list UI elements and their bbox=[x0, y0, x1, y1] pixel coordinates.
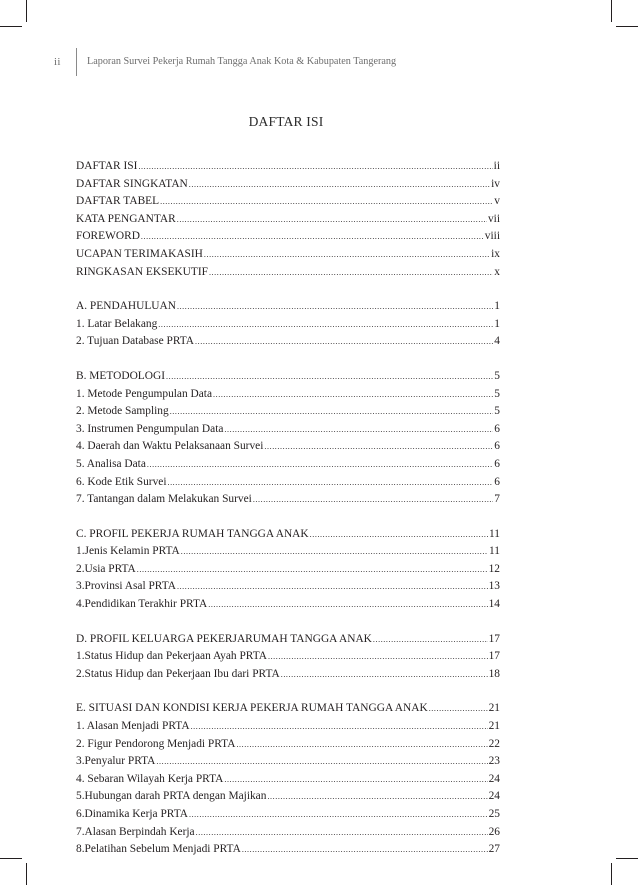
toc-entry[interactable] bbox=[76, 841, 500, 859]
dot-leader bbox=[264, 439, 493, 456]
toc-entry-page: 6 bbox=[494, 422, 500, 435]
dot-leader bbox=[177, 299, 493, 316]
toc-entry-label: 1.Status Hidup dan Pekerjaan Ayah PRTA bbox=[76, 650, 267, 663]
crop-mark bbox=[0, 858, 22, 859]
toc-entry-label: RINGKASAN EKSEKUTIF bbox=[76, 265, 208, 278]
dot-leader bbox=[170, 404, 494, 421]
toc-entry-label: 4. Daerah dan Waktu Pelaksanaan Survei bbox=[76, 440, 264, 453]
toc-entry-page: 23 bbox=[488, 755, 500, 768]
toc-entry[interactable] bbox=[76, 631, 500, 649]
toc-entry[interactable] bbox=[76, 753, 500, 771]
toc-entry-label: 8.Pelatihan Sebelum Menjadi PRTA bbox=[76, 843, 241, 856]
toc-entry[interactable] bbox=[76, 788, 500, 806]
toc-entry-label: 2. Metode Sampling bbox=[76, 405, 169, 418]
toc-entry[interactable] bbox=[76, 386, 500, 404]
toc-entry-label: 5. Analisa Data bbox=[76, 457, 146, 470]
dot-leader bbox=[158, 317, 493, 334]
crop-mark bbox=[26, 0, 27, 22]
toc-entry-page: 17 bbox=[488, 632, 500, 645]
toc-entry-page: 21 bbox=[488, 720, 500, 733]
dot-leader bbox=[224, 422, 493, 439]
toc-entry-page: 27 bbox=[488, 843, 500, 856]
running-title: Laporan Survei Pekerja Rumah Tangga Anak Kota & Kabupaten Tangerang bbox=[87, 56, 397, 67]
section-spacer bbox=[76, 281, 500, 298]
toc-entry[interactable] bbox=[76, 246, 500, 264]
toc-entry[interactable] bbox=[76, 298, 500, 316]
toc-entry-page: v bbox=[494, 195, 500, 208]
toc-entry-page: iv bbox=[491, 177, 500, 190]
toc-entry-label: 2.Usia PRTA bbox=[76, 562, 136, 575]
toc-entry[interactable] bbox=[76, 596, 500, 614]
dot-leader bbox=[191, 719, 488, 736]
toc-entry-label: C. PROFIL PEKERJA RUMAH TANGGA ANAK bbox=[76, 527, 309, 540]
toc-entry-label: 6. Kode Etik Survei bbox=[76, 475, 167, 488]
toc-entry-label: DAFTAR TABEL bbox=[76, 195, 160, 208]
dot-leader bbox=[166, 369, 493, 386]
toc-entry-label: D. PROFIL KELUARGA PEKERJARUMAH TANGGA ANAK bbox=[76, 632, 372, 645]
dot-leader bbox=[208, 597, 487, 614]
dot-leader bbox=[429, 701, 488, 718]
toc-entry-page: 6 bbox=[494, 440, 500, 453]
page-number: ii bbox=[54, 56, 61, 68]
toc-entry[interactable] bbox=[76, 736, 500, 754]
dot-leader bbox=[196, 825, 488, 842]
toc-heading: DAFTAR ISI bbox=[248, 114, 324, 129]
toc-entry[interactable] bbox=[76, 718, 500, 736]
dot-leader bbox=[189, 177, 490, 194]
toc-entry-page: 11 bbox=[489, 545, 500, 558]
crop-mark bbox=[616, 858, 638, 859]
toc-entry-page: 5 bbox=[494, 387, 500, 400]
toc-entry-page: 18 bbox=[488, 667, 500, 680]
crop-mark bbox=[616, 26, 638, 27]
toc-entry[interactable] bbox=[76, 228, 500, 246]
toc-entry[interactable] bbox=[76, 333, 500, 351]
toc-entry[interactable] bbox=[76, 648, 500, 666]
toc-entry[interactable] bbox=[76, 561, 500, 579]
dot-leader bbox=[253, 492, 493, 509]
crop-mark bbox=[0, 26, 22, 27]
toc-entry[interactable] bbox=[76, 403, 500, 421]
toc-entry-page: 25 bbox=[488, 808, 500, 820]
toc-entry[interactable] bbox=[76, 543, 500, 561]
crop-mark bbox=[611, 0, 612, 22]
toc-entry[interactable] bbox=[76, 700, 500, 718]
toc-entry-page: 14 bbox=[488, 598, 500, 611]
section-spacer bbox=[76, 509, 500, 526]
crop-mark bbox=[611, 863, 612, 885]
dot-leader bbox=[268, 649, 488, 666]
toc-entry-page: x bbox=[494, 265, 500, 278]
toc-entry[interactable] bbox=[76, 666, 500, 684]
toc-entry-label: FOREWORD bbox=[76, 230, 140, 243]
toc-entry-label: A. PENDAHULUAN bbox=[76, 300, 176, 313]
dot-leader bbox=[181, 544, 488, 561]
toc-entry-page: 5 bbox=[494, 405, 500, 418]
section-spacer bbox=[76, 614, 500, 631]
toc-entry-label: E. SITUASI DAN KONDISI KERJA PEKERJA RUMAH TANGGA ANAK bbox=[76, 702, 428, 715]
toc-entry-page: 26 bbox=[488, 825, 500, 838]
dot-leader bbox=[160, 194, 493, 211]
toc-entry-label: 1.Jenis Kelamin PRTA bbox=[76, 545, 180, 558]
toc-entry[interactable] bbox=[76, 158, 500, 176]
dot-leader bbox=[204, 247, 490, 264]
toc-entry-label: 2.Status Hidup dan Pekerjaan Ibu dari PRTA bbox=[76, 667, 280, 680]
toc-entry-label: 1. Latar Belakang bbox=[76, 317, 158, 330]
toc-entry[interactable] bbox=[76, 491, 500, 509]
crop-mark bbox=[26, 863, 27, 885]
toc-entry[interactable] bbox=[76, 438, 500, 456]
dot-leader bbox=[267, 789, 487, 806]
toc-entry[interactable] bbox=[76, 264, 500, 282]
dot-leader bbox=[141, 229, 484, 246]
dot-leader bbox=[167, 475, 493, 492]
toc-entry-page: 24 bbox=[488, 790, 500, 803]
toc-entry-label: B. METODOLOGI bbox=[76, 369, 166, 382]
toc-entry-label: 7. Tantangan dalam Melakukan Survei bbox=[76, 493, 252, 506]
toc-entry[interactable] bbox=[76, 316, 500, 334]
dot-leader bbox=[242, 842, 488, 859]
dot-leader bbox=[147, 457, 493, 474]
section-spacer bbox=[76, 683, 500, 700]
toc-entry[interactable] bbox=[76, 771, 500, 789]
toc-entry-page: 6 bbox=[494, 457, 500, 470]
toc-entry-label: KATA PENGANTAR bbox=[76, 212, 176, 225]
toc-entry[interactable] bbox=[76, 368, 500, 386]
toc-entry-page: 11 bbox=[489, 527, 500, 540]
toc-entry-label: 4. Sebaran Wilayah Kerja PRTA bbox=[76, 772, 224, 785]
toc-entry-label: 3. Instrumen Pengumpulan Data bbox=[76, 422, 224, 435]
dot-leader bbox=[224, 772, 487, 789]
toc-entry-page: ii bbox=[493, 160, 500, 172]
toc-entry-label: 2. Tujuan Database PRTA bbox=[76, 335, 195, 348]
toc-entry-page: 1 bbox=[494, 300, 500, 313]
dot-leader bbox=[236, 737, 487, 754]
dot-leader bbox=[189, 807, 488, 824]
toc-entry-label: 3.Provinsi Asal PRTA bbox=[76, 580, 176, 593]
toc-entry[interactable] bbox=[76, 421, 500, 439]
section-spacer bbox=[76, 351, 500, 368]
toc-entry-page: 24 bbox=[488, 772, 500, 785]
toc-entry-page: 6 bbox=[494, 475, 500, 488]
toc-entry[interactable] bbox=[76, 824, 500, 842]
dot-leader bbox=[138, 159, 492, 176]
header-divider bbox=[76, 48, 77, 76]
toc-entry-label: 7.Alasan Berpindah Kerja bbox=[76, 825, 195, 838]
toc-entry-label: 4.Pendidikan Terakhir PRTA bbox=[76, 598, 208, 611]
toc-entry[interactable] bbox=[76, 474, 500, 492]
dot-leader bbox=[137, 562, 488, 579]
toc-entry-label: 2. Figur Pendorong Menjadi PRTA bbox=[76, 737, 236, 750]
toc-entry-label: DAFTAR ISI bbox=[76, 160, 138, 172]
table-of-contents bbox=[76, 158, 500, 859]
toc-entry-page: viii bbox=[484, 230, 500, 243]
toc-entry-page: 21 bbox=[488, 702, 500, 715]
dot-leader bbox=[209, 265, 493, 282]
dot-leader bbox=[213, 387, 493, 404]
toc-entry[interactable] bbox=[76, 456, 500, 474]
toc-entry-page: vii bbox=[487, 212, 500, 225]
toc-entry[interactable] bbox=[76, 806, 500, 824]
toc-entry-page: ix bbox=[491, 247, 500, 260]
toc-entry-page: 5 bbox=[494, 369, 500, 382]
toc-entry[interactable] bbox=[76, 526, 500, 544]
toc-entry-page: 17 bbox=[488, 650, 500, 663]
dot-leader bbox=[373, 632, 488, 649]
dot-leader bbox=[310, 527, 488, 544]
toc-entry-label: DAFTAR SINGKATAN bbox=[76, 177, 188, 190]
toc-entry-label: 6.Dinamika Kerja PRTA bbox=[76, 808, 188, 820]
toc-entry-label: 1. Metode Pengumpulan Data bbox=[76, 387, 213, 400]
toc-entry-label: 5.Hubungan darah PRTA dengan Majikan bbox=[76, 790, 267, 803]
dot-leader bbox=[156, 754, 487, 771]
dot-leader bbox=[177, 212, 487, 229]
toc-entry[interactable] bbox=[76, 578, 500, 596]
dot-leader bbox=[177, 579, 488, 596]
toc-entry-page: 22 bbox=[488, 737, 500, 750]
page-title bbox=[88, 114, 484, 130]
toc-entry[interactable] bbox=[76, 211, 500, 229]
toc-entry-page: 4 bbox=[494, 335, 500, 348]
dot-leader bbox=[195, 334, 493, 351]
toc-entry-page: 1 bbox=[494, 317, 500, 330]
toc-entry-page: 13 bbox=[488, 580, 500, 593]
toc-entry-page: 7 bbox=[494, 493, 500, 506]
toc-entry-label: UCAPAN TERIMAKASIH bbox=[76, 247, 203, 260]
toc-entry[interactable] bbox=[76, 193, 500, 211]
toc-entry-label: 1. Alasan Menjadi PRTA bbox=[76, 720, 190, 733]
dot-leader bbox=[281, 667, 488, 684]
toc-entry-label: 3.Penyalur PRTA bbox=[76, 755, 156, 768]
toc-entry[interactable] bbox=[76, 176, 500, 194]
toc-entry-page: 12 bbox=[488, 562, 500, 575]
